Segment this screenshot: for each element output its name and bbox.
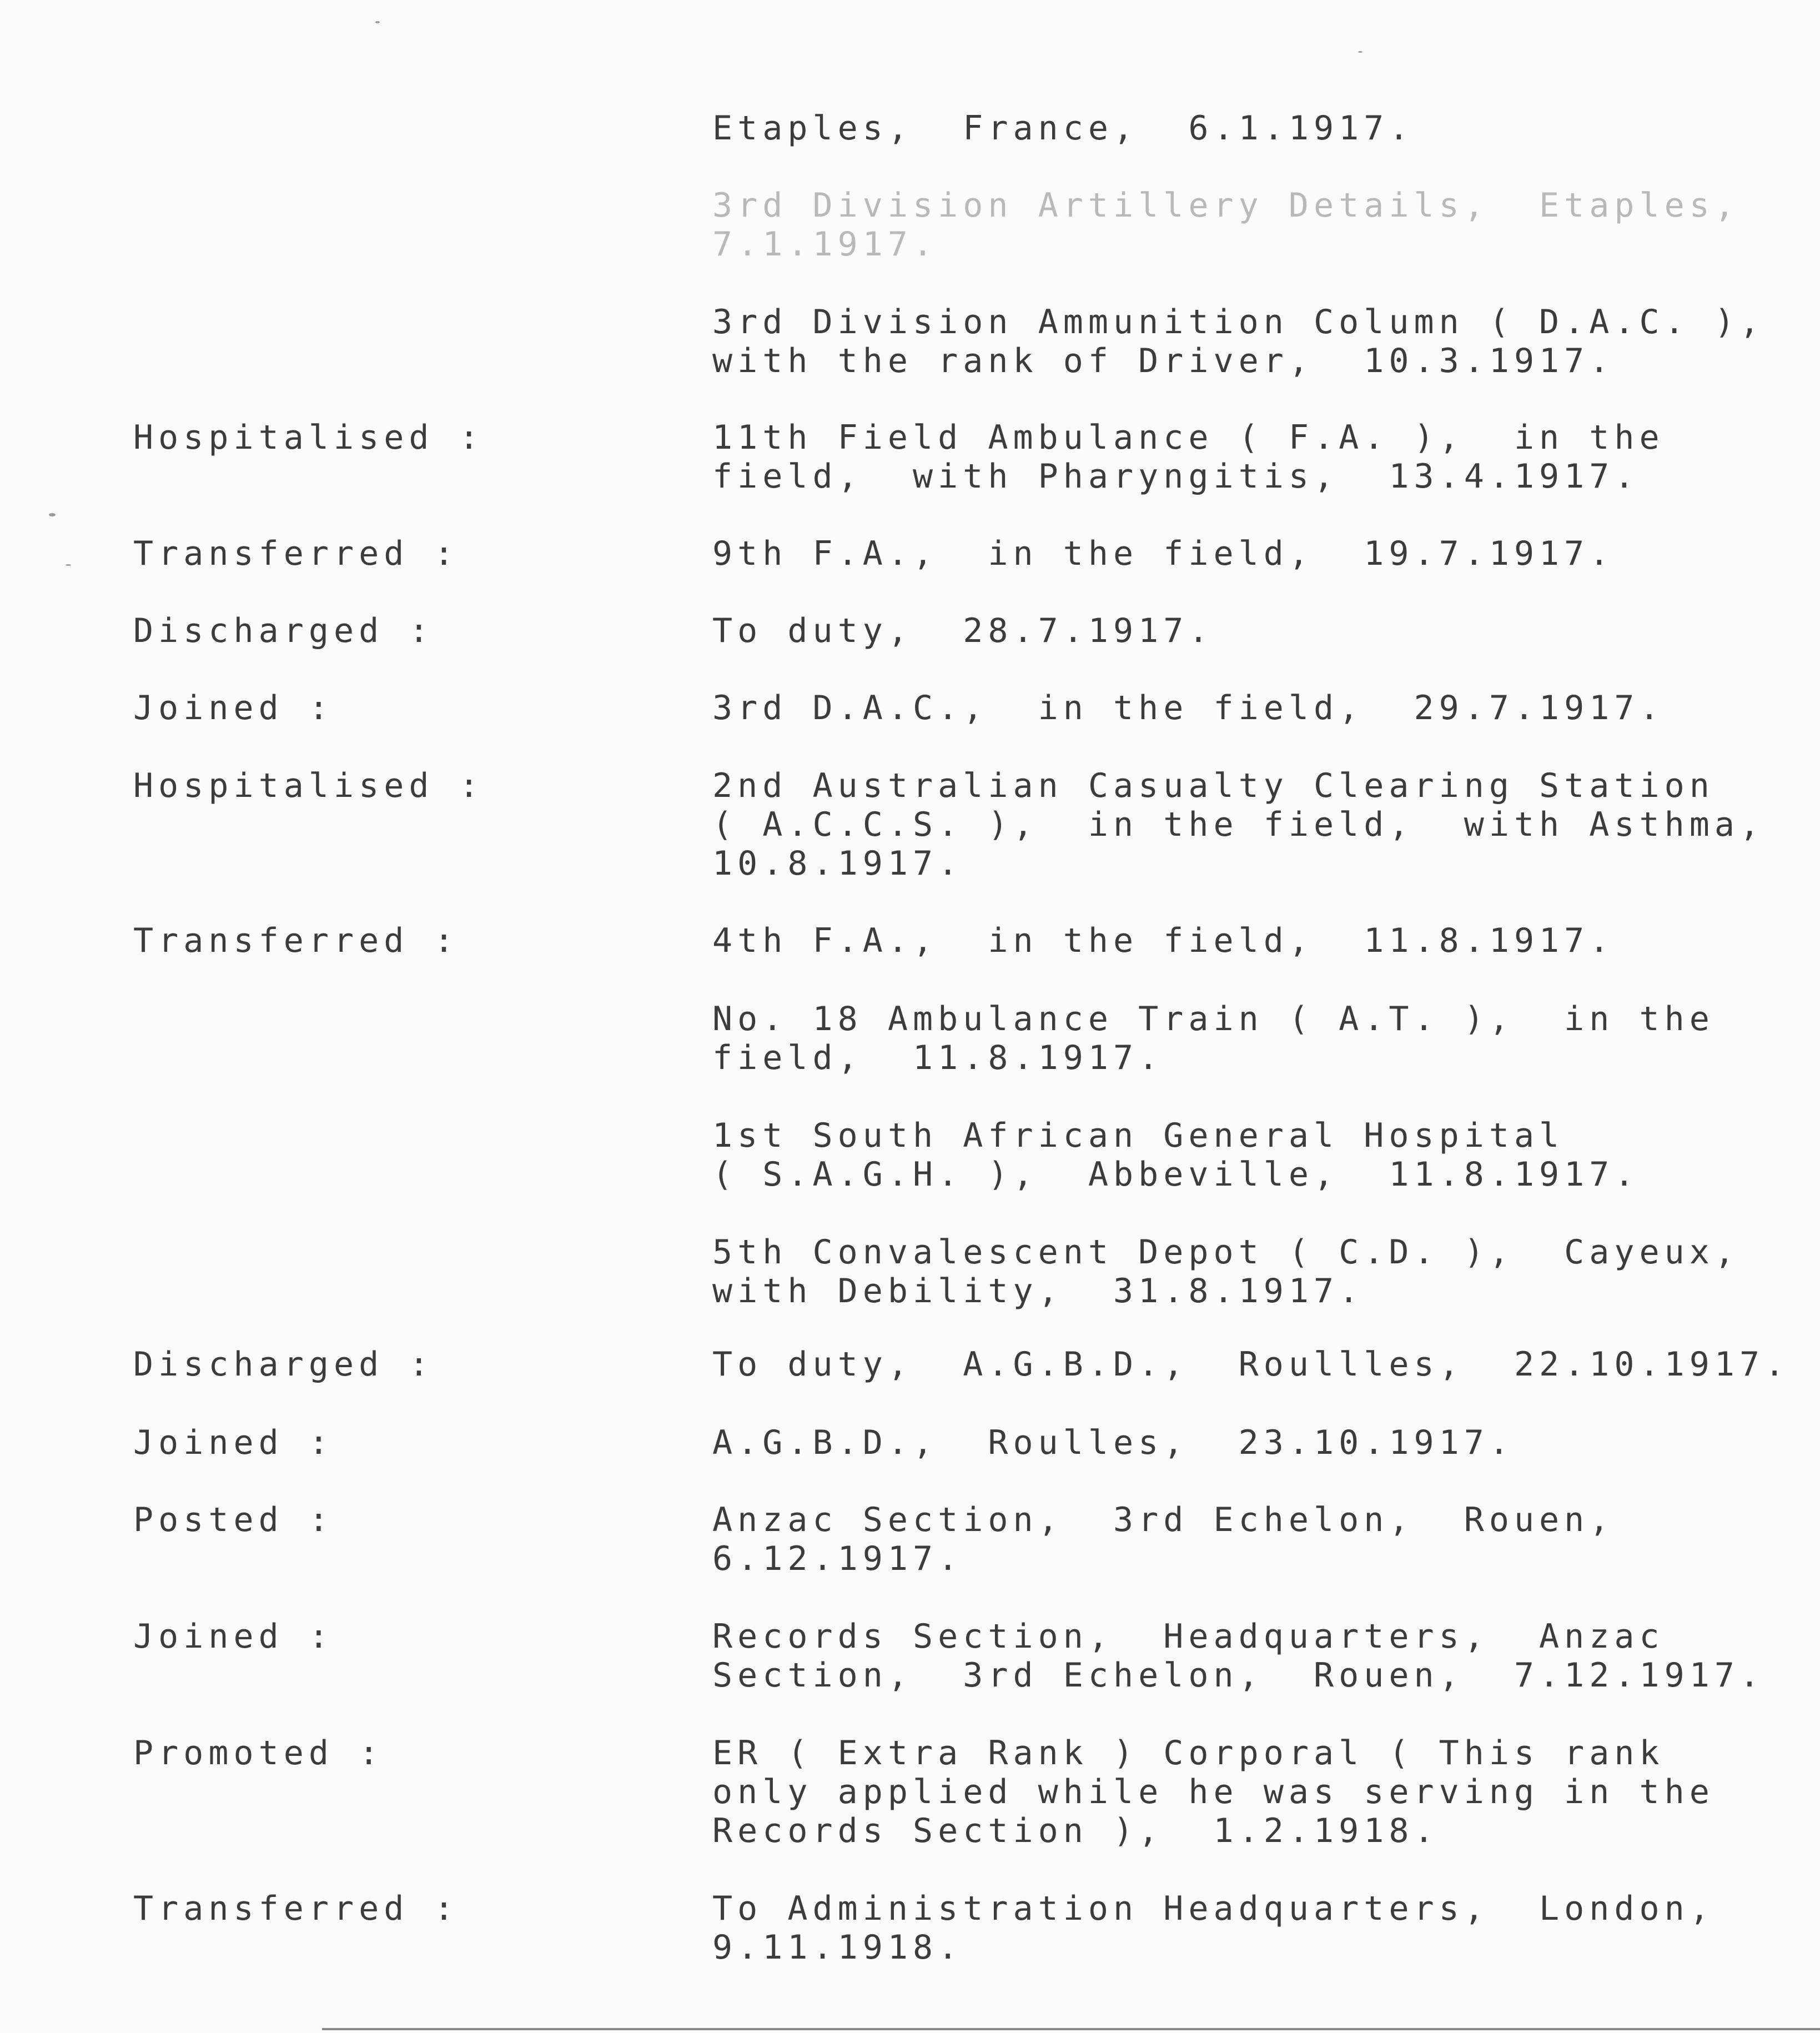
entry-line: No. 18 Ambulance Train ( A.T. ), in the (712, 1000, 1715, 1038)
entry-line: Records Section ), 1.2.1918. (712, 1811, 1439, 1850)
entry-label: Joined : (133, 689, 334, 727)
entry-line: Etaples, France, 6.1.1917. (712, 109, 1414, 148)
entry-line: To duty, A.G.B.D., Roullles, 22.10.1917. (712, 1345, 1790, 1384)
entry-text (712, 1345, 1790, 1384)
entry-text (712, 109, 1739, 148)
entry-line: 5th Convalescent Depot ( C.D. ), Cayeux, (712, 1233, 1740, 1272)
entry-text (712, 1116, 1739, 1194)
entry-text (712, 303, 1765, 380)
entry-label: Hospitalised : (133, 766, 484, 805)
scan-speck (1358, 51, 1363, 53)
entry-line: ER ( Extra Rank ) Corporal ( This rank (712, 1734, 1665, 1773)
entry-line: 7.1.1917. (712, 225, 938, 264)
entry-line: 2nd Australian Casualty Clearing Station (712, 766, 1715, 805)
entry-label: Joined : (133, 1617, 334, 1656)
entry-line: field, 11.8.1917. (712, 1038, 1164, 1077)
entry-line: 11th Field Ambulance ( F.A. ), in the (712, 418, 1665, 457)
entry-line: ( A.C.C.S. ), in the field, with Asthma, (712, 805, 1765, 844)
entry-line: 3rd Division Ammunition Column ( D.A.C. ), (712, 303, 1765, 342)
entry-text (712, 1423, 1739, 1462)
entry-text (712, 766, 1765, 883)
entry-text (712, 1889, 1739, 1967)
entry-line: 4th F.A., in the field, 11.8.1917. (712, 921, 1615, 960)
entry-line: A.G.B.D., Roulles, 23.10.1917. (712, 1423, 1514, 1462)
scan-speck (49, 513, 56, 516)
scan-speck (375, 21, 380, 23)
entry-label: Transferred : (133, 534, 459, 573)
entry-text (712, 921, 1739, 960)
entry-line: only applied while he was serving in the (712, 1773, 1715, 1811)
entry-label: Posted : (133, 1500, 334, 1539)
entry-line: 10.8.1917. (712, 844, 963, 883)
entry-text (712, 534, 1739, 573)
entry-label: Discharged : (133, 1345, 434, 1384)
entry-label: Promoted : (133, 1734, 384, 1773)
entry-text (712, 1233, 1739, 1311)
entry-line: 9.11.1918. (712, 1928, 963, 1967)
entry-text (712, 1734, 1739, 1850)
entry-text (712, 689, 1739, 727)
entry-text (712, 186, 1739, 264)
entry-line: with Debility, 31.8.1917. (712, 1272, 1364, 1311)
bottom-rule (322, 2028, 1820, 2030)
entry-line: Section, 3rd Echelon, Rouen, 7.12.1917. (712, 1656, 1765, 1695)
entry-line: Records Section, Headquarters, Anzac (712, 1617, 1665, 1656)
entry-label: Hospitalised : (133, 418, 484, 457)
scan-speck (66, 564, 71, 566)
entry-line: 9th F.A., in the field, 19.7.1917. (712, 534, 1615, 573)
entry-line: To duty, 28.7.1917. (712, 611, 1214, 650)
entry-label: Joined : (133, 1423, 334, 1462)
entry-label: Transferred : (133, 921, 459, 960)
entry-label: Transferred : (133, 1889, 459, 1928)
entry-text (712, 611, 1739, 650)
entry-label: Discharged : (133, 611, 434, 650)
entry-text (712, 1500, 1739, 1578)
entry-line: ( S.A.G.H. ), Abbeville, 11.8.1917. (712, 1155, 1640, 1194)
entry-text (712, 1617, 1765, 1695)
entry-text (712, 418, 1739, 496)
entry-line: 1st South African General Hospital (712, 1116, 1565, 1155)
entry-line: field, with Pharyngitis, 13.4.1917. (712, 457, 1640, 496)
entry-line: 3rd Division Artillery Details, Etaples, (712, 186, 1740, 225)
entry-line: To Administration Headquarters, London, (712, 1889, 1715, 1928)
entry-line: with the rank of Driver, 10.3.1917. (712, 342, 1615, 380)
entry-line: 3rd D.A.C., in the field, 29.7.1917. (712, 689, 1665, 727)
entry-text (712, 1000, 1739, 1077)
entry-line: Anzac Section, 3rd Echelon, Rouen, (712, 1500, 1615, 1539)
entry-line: 6.12.1917. (712, 1539, 963, 1578)
